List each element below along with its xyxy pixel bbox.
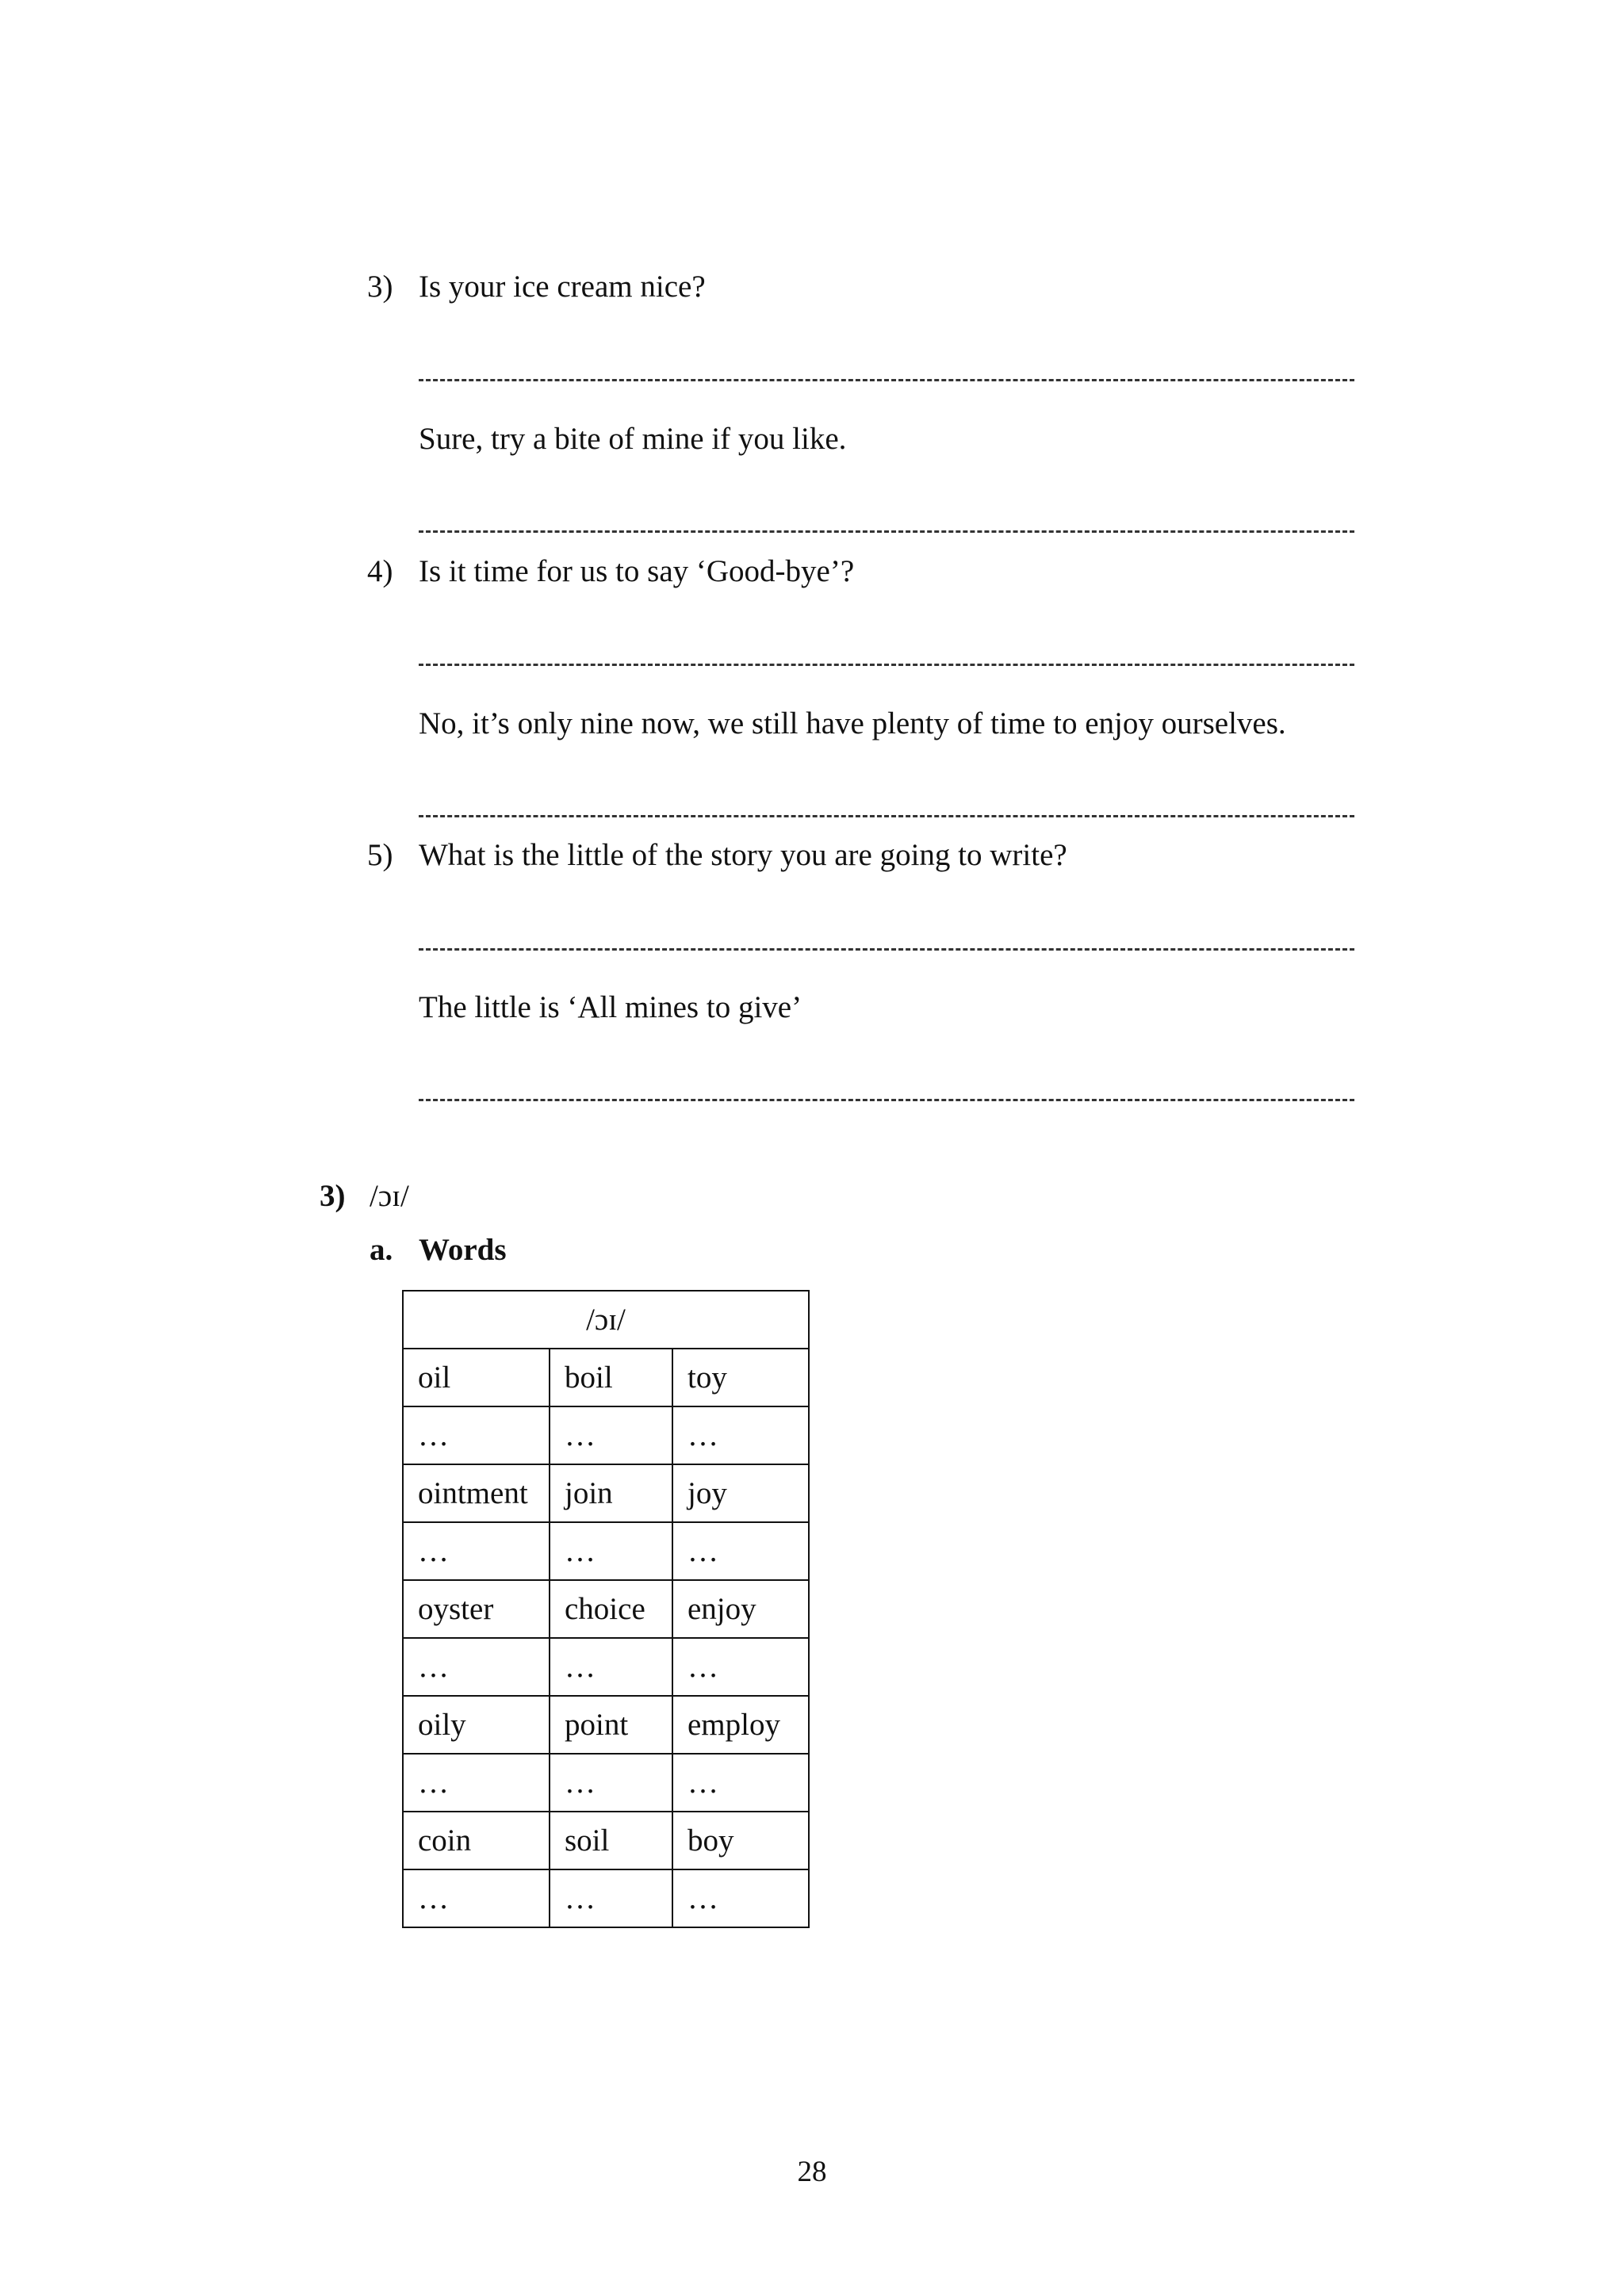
table-cell: joy xyxy=(672,1464,809,1522)
page-number: 28 xyxy=(797,2156,827,2188)
table-cell: toy xyxy=(672,1349,809,1406)
table-row xyxy=(403,1522,809,1580)
table-cell: … xyxy=(672,1754,809,1812)
table-row xyxy=(403,1349,809,1406)
table-row xyxy=(403,1580,809,1638)
table-row xyxy=(403,1696,809,1754)
table-cell: … xyxy=(550,1522,672,1580)
table-cell: enjoy xyxy=(672,1580,809,1638)
question-text: What is the little of the story you are going to write? xyxy=(419,838,1067,872)
words-table xyxy=(402,1290,810,1928)
question-text: Is your ice cream nice? xyxy=(419,270,706,304)
answer-line xyxy=(419,1099,1354,1101)
table-cell: ointment xyxy=(403,1464,550,1522)
subsection-letter: a. xyxy=(370,1233,393,1267)
table-row xyxy=(403,1754,809,1812)
table-cell: employ xyxy=(672,1696,809,1754)
table-cell: boy xyxy=(672,1812,809,1869)
table-header-row xyxy=(403,1291,809,1349)
table-cell: … xyxy=(672,1406,809,1464)
answer-text: Sure, try a bite of mine if you like. xyxy=(419,422,847,456)
table-cell: … xyxy=(403,1638,550,1696)
table-cell: boil xyxy=(550,1349,672,1406)
table-cell: … xyxy=(403,1522,550,1580)
table-cell: … xyxy=(403,1406,550,1464)
table-cell: choice xyxy=(550,1580,672,1638)
table-cell: join xyxy=(550,1464,672,1522)
table-cell: oyster xyxy=(403,1580,550,1638)
table-header: /ɔɪ/ xyxy=(403,1291,809,1349)
table-cell: soil xyxy=(550,1812,672,1869)
table-cell: … xyxy=(550,1754,672,1812)
table-cell: … xyxy=(403,1754,550,1812)
answer-line xyxy=(419,379,1354,381)
table-cell: … xyxy=(403,1869,550,1927)
table-cell: oily xyxy=(403,1696,550,1754)
question-text: Is it time for us to say ‘Good-bye’? xyxy=(419,554,855,588)
question-number: 3) xyxy=(367,270,393,304)
table-cell: … xyxy=(550,1638,672,1696)
subsection-title: Words xyxy=(419,1233,507,1267)
table-cell: … xyxy=(672,1869,809,1927)
answer-line xyxy=(419,948,1354,951)
answer-line xyxy=(419,530,1354,533)
section-sound: /ɔɪ/ xyxy=(370,1179,409,1213)
answer-text: No, it’s only nine now, we still have plenty of time to enjoy ourselves. xyxy=(419,706,1286,740)
table-row xyxy=(403,1638,809,1696)
table-cell: … xyxy=(550,1406,672,1464)
table-cell: … xyxy=(672,1522,809,1580)
table-cell: point xyxy=(550,1696,672,1754)
table-cell: … xyxy=(672,1638,809,1696)
table-cell: oil xyxy=(403,1349,550,1406)
table-cell: … xyxy=(550,1869,672,1927)
section-number: 3) xyxy=(320,1179,346,1213)
table-row xyxy=(403,1406,809,1464)
question-number: 5) xyxy=(367,838,393,872)
answer-line xyxy=(419,815,1354,817)
question-number: 4) xyxy=(367,554,393,588)
table-row xyxy=(403,1464,809,1522)
answer-text: The little is ‘All mines to give’ xyxy=(419,990,802,1024)
table-row xyxy=(403,1869,809,1927)
table-row xyxy=(403,1812,809,1869)
answer-line xyxy=(419,664,1354,666)
table-cell: coin xyxy=(403,1812,550,1869)
